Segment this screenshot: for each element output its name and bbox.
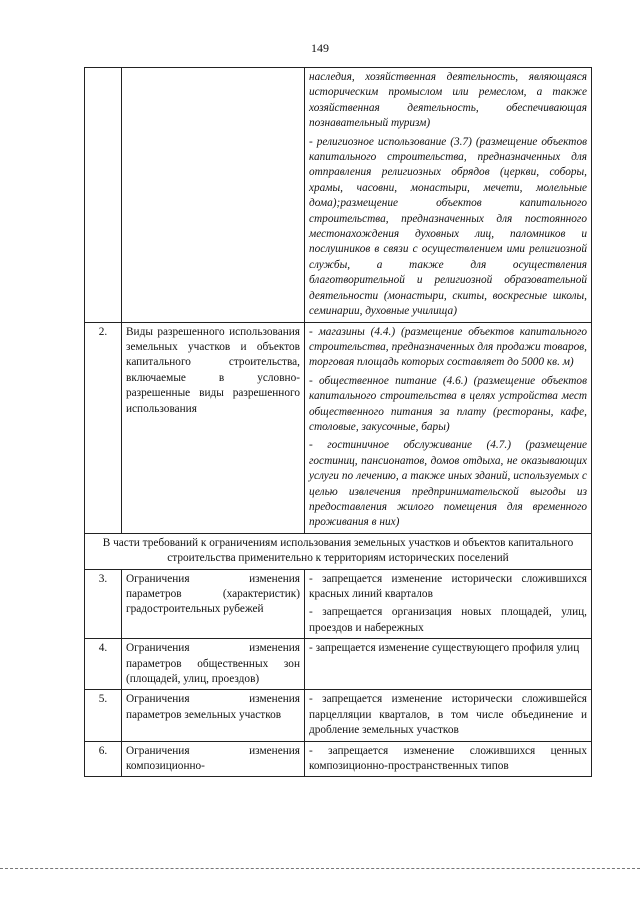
content-entry: - общественное питание (4.6.) (размещение объектов капитального строительства в целях устройства мест общественного питания за плату (рестораны, кафе, столовые, закусочные, бары)	[309, 374, 587, 433]
content-entry: - магазины (4.4.) (размещение объектов капитального строительства, предназначенных для продажи товаров, торговая площадь которых составляет до 5000 кв. м)	[309, 325, 587, 369]
row-name: Ограничения изменения параметров (характеристик) градостроительных рубежей	[122, 569, 305, 639]
content-entry: - религиозное использование (3.7) (размещение объектов капитального строительства, предназначенных для отправления религиозных обрядов (церкви, соборы, храмы, часовни, монастыри, мечети, молельные дома);размещение объектов капитального строительства, предназначенных для постоянного местонахождения духовных лиц, паломников и послушников в связи с осуществлением ими религиозной службы, а также для осуществления благотворительной и религиозной образовательной деятельности (монастыри, скиты, воскресные школы, семинарии, духовные училища)	[309, 135, 587, 318]
page-bottom-rule	[0, 868, 640, 869]
content-entry: - запрещается изменение исторически сложившейся парцелляции кварталов, в том числе объединение и дробление земельных участков	[309, 693, 587, 737]
row-name: Ограничения изменения композиционно-	[122, 741, 305, 777]
table-row	[85, 322, 592, 533]
section-heading: В части требований к ограничениям использования земельных участков и объектов капитального строительства применительно к территориям исторических поселений	[85, 533, 592, 569]
table-row	[85, 741, 592, 777]
row-name: Ограничения изменения параметров общественных зон (площадей, улиц, проездов)	[122, 639, 305, 690]
content-entry: - запрещается изменение сложившихся ценных композиционно-пространственных типов	[309, 744, 587, 773]
row-content	[305, 639, 592, 690]
row-content	[305, 322, 592, 533]
row-number: 5.	[85, 690, 122, 741]
row-number: 4.	[85, 639, 122, 690]
section-heading-row	[85, 533, 592, 569]
row-name: Ограничения изменения параметров земельных участков	[122, 690, 305, 741]
content-entry: - запрещается изменение существующего профиля улиц	[309, 642, 580, 655]
row-number	[85, 68, 122, 323]
page-number: 149	[311, 41, 329, 55]
table-row	[85, 68, 592, 323]
content-entry: - запрещается организация новых площадей, улиц, проездов и набережных	[309, 606, 587, 634]
row-name	[122, 68, 305, 323]
table-row	[85, 690, 592, 741]
content-entry: - гостиничное обслуживание (4.7.) (размещение гостиниц, пансионатов, домов отдыха, не оказывающих услуги по лечению, а также иных зданий, используемых с целью извлечения предпринимательской выгоды из предоставления жилого помещения для временного проживания в них)	[309, 439, 587, 529]
content-entry: наследия, хозяйственная деятельность, являющаяся историческим промыслом или ремеслом, а также хозяйственная деятельность, обеспечивающая познавательный туризм)	[309, 71, 587, 130]
row-number: 6.	[85, 741, 122, 777]
row-content	[305, 569, 592, 639]
row-content	[305, 690, 592, 741]
regulations-table	[84, 67, 592, 777]
table-row	[85, 569, 592, 639]
table-row	[85, 639, 592, 690]
row-content	[305, 68, 592, 323]
row-number: 3.	[85, 569, 122, 639]
row-content	[305, 741, 592, 777]
content-entry: - запрещается изменение исторически сложившихся красных линий кварталов	[309, 572, 587, 600]
row-name: Виды разрешенного использования земельных участков и объектов капитального строительства, включаемые в условно-разрешенные виды разрешенного использования	[122, 322, 305, 533]
row-number: 2.	[85, 322, 122, 533]
